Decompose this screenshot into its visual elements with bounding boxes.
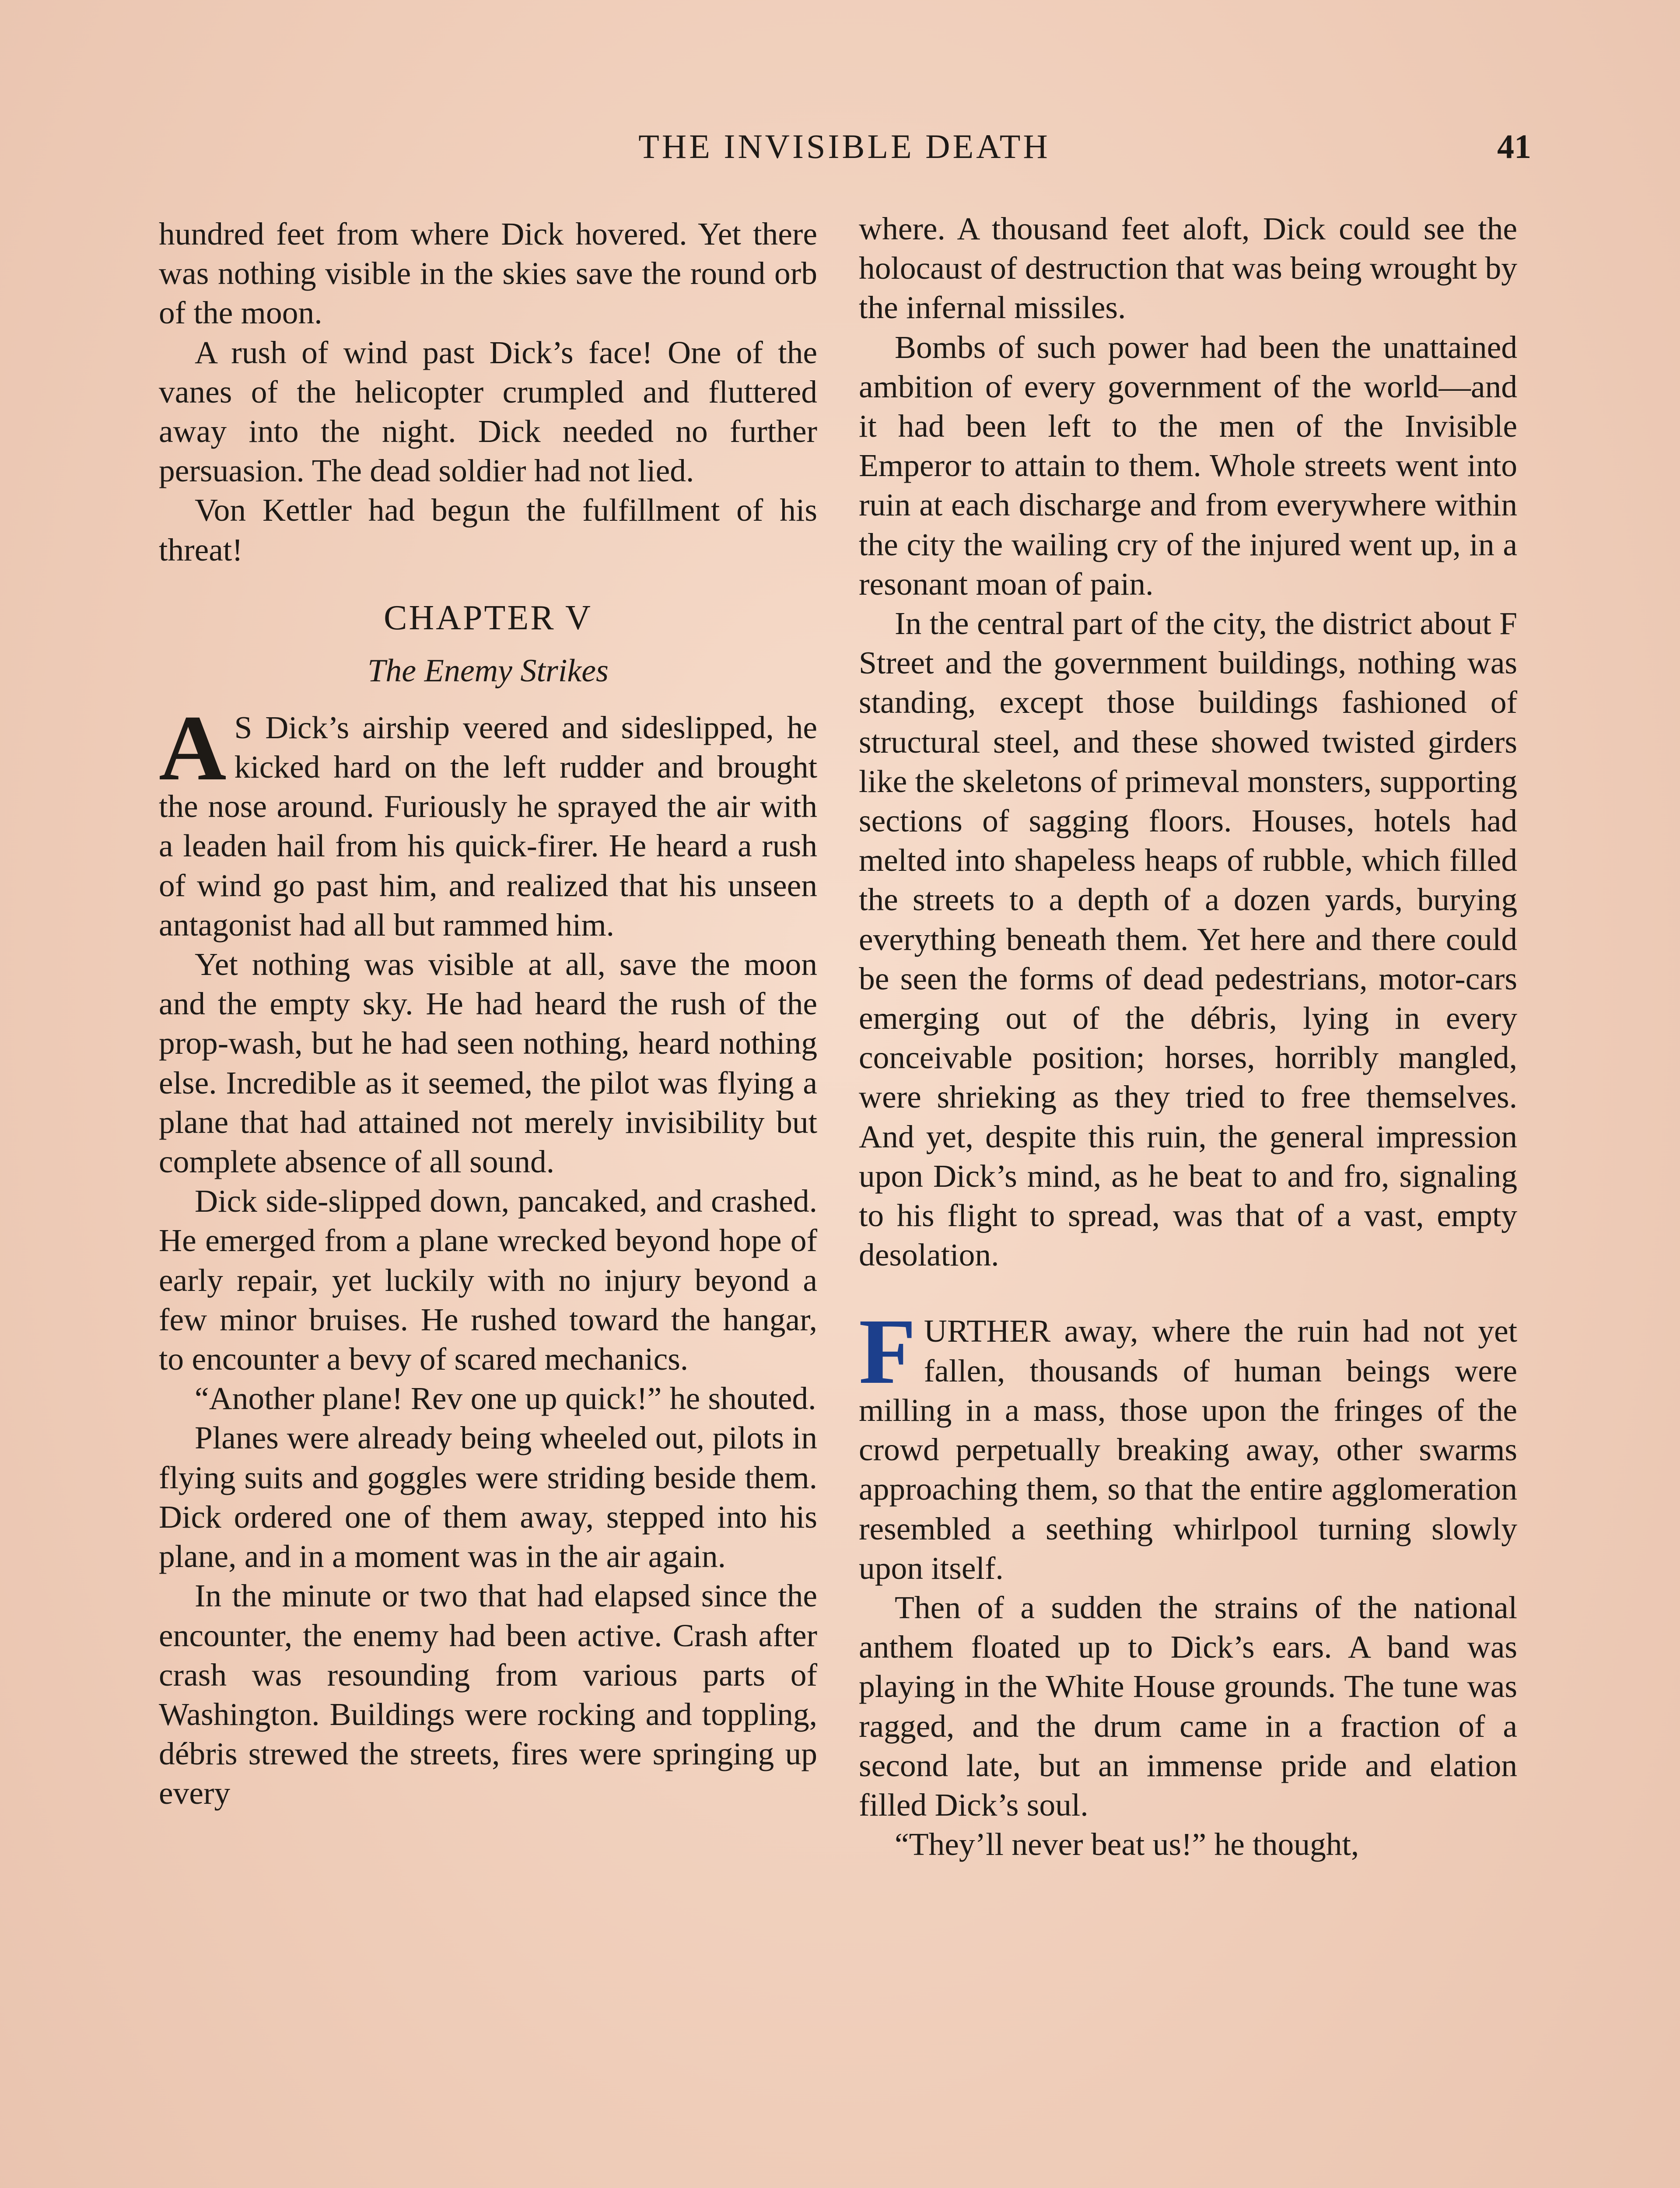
paragraph: In the minute or two that had elapsed since the encounter, the enemy had been active. Crash after crash was resounding from various parts of Washington. Buildings were rocking and toppling, débris strewed the streets, fires were springing up every: [159, 1578, 817, 1811]
page-number: 41: [1497, 127, 1531, 165]
paragraph: “They’ll never beat us!” he thought,: [895, 1827, 1359, 1862]
paragraph: “Another plane! Rev one up quick!” he shouted.: [195, 1381, 816, 1417]
paragraph-text: URTHER away, where the ruin had not yet fallen, thousands of human beings were milling in a mass, those upon the fringes of the crowd perpetually breaking away, other swarms approaching them, so that the entire agglomeration resembled a seething whirlpool turning slowly upon itself.: [859, 1313, 1517, 1586]
chapter-subtitle: The Enemy Strikes: [368, 652, 609, 689]
paragraph: Planes were already being wheeled out, pilots in flying suits and goggles were striding beside them. Dick ordered one of them away, stepped into his plane, and in a moment was in the air again.: [159, 1420, 817, 1574]
paragraph-with-dropcap: [859, 1300, 1517, 1588]
paragraph: where. A thousand feet aloft, Dick could see the holocaust of destruction that was being wrought by the infernal missiles.: [859, 211, 1517, 326]
paragraph: Yet nothing was visible at all, save the moon and the empty sky. He had heard the rush of the prop-wash, but he had seen nothing, heard nothing else. Incredible as it seemed, the pilot was flying a plane that had attained not merely invisibility but complete absence of all sound.: [159, 947, 817, 1180]
drop-cap: F: [859, 1300, 916, 1404]
paragraph: In the central part of the city, the district about F Street and the government buildings, nothing was standing, except those buildings fashioned of structural steel, and these showed twisted girders like the skeletons of primeval monsters, supporting sections of sagging floors. Houses, hotels had melted into shapeless heaps of rubble, which filled the streets to a depth of a dozen yards, burying everything beneath them. Yet here and there could be seen the forms of dead pedestrians, motor-cars emerging out of the débris, lying in every conceivable position; horses, horribly mangled, were shrieking as they tried to free themselves. And yet, despite this ruin, the general impression upon Dick’s mind, as he beat to and fro, signaling to his flight to spread, was that of a vast, empty desolation.: [859, 606, 1517, 1273]
paragraph: hundred feet from where Dick hovered. Yet there was nothing visible in the skies save the round orb of the moon.: [159, 216, 817, 331]
paragraph-text: S Dick’s airship veered and sideslipped, he kicked hard on the left rudder and brought the nose around. Furiously he sprayed the air with a leaden hail from his quick-firer. He heard a rush of wind go past him, and realized that his unseen antagonist had all but rammed him.: [159, 709, 817, 943]
paragraph-with-dropcap: [159, 696, 817, 945]
left-column: [159, 214, 817, 1813]
paragraph: Bombs of such power had been the unattained ambition of every government of the world—and it had been left to the men of the Invisible Emperor to attain to them. Whole streets went into ruin at each discharge and from everywhere within the city the wailing cry of the injured went up, in a resonant moan of pain.: [859, 329, 1517, 602]
drop-cap: A: [159, 696, 227, 800]
running-title: THE INVISIBLE DEATH: [638, 127, 1050, 165]
paragraph: A rush of wind past Dick’s face! One of the vanes of the helicopter crumpled and fluttered away into the night. Dick needed no further persuasion. The dead soldier had not lied.: [159, 334, 817, 489]
chapter-heading: [159, 597, 817, 691]
section-break: [859, 1275, 1517, 1311]
paragraph: Then of a sudden the strains of the national anthem floated up to Dick’s ears. A band was playing in the White House grounds. The tune was ragged, and the drum came in a fraction of a second late, but an immense pride and elation filled Dick’s soul.: [859, 1589, 1517, 1823]
paragraph: Von Kettler had begun the fulfillment of his threat!: [159, 492, 817, 568]
paragraph: Dick side-slipped down, pancaked, and crashed. He emerged from a plane wrecked beyond hope of early repair, yet luckily with no injury beyond a few minor bruises. He rushed toward the hangar, to encounter a bevy of scared mechanics.: [159, 1183, 817, 1377]
right-column: [859, 209, 1517, 1864]
chapter-title: CHAPTER V: [384, 598, 592, 637]
